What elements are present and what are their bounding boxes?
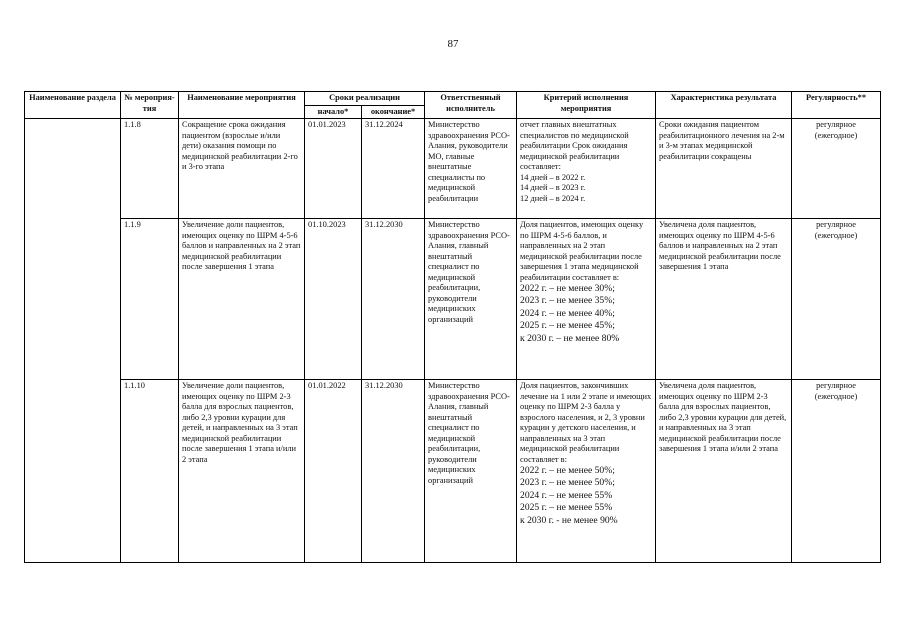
measures-table xyxy=(24,91,881,563)
criterion-value: 2025 г. – не менее 55% xyxy=(520,502,613,514)
criterion-value: 2022 г. – не менее 50%; xyxy=(520,465,615,476)
criterion-value: 2023 г. – не менее 50%; xyxy=(520,477,615,489)
row-start: 01.01.2023 xyxy=(305,119,362,219)
row-executor: Министерство здравоохранения РСО-Алания, главный внештатный специалист по медицинской реабилитации, руководители медицинских организаций xyxy=(425,380,517,563)
row-end: 31.12.2030 xyxy=(362,380,425,563)
criterion-value: 2023 г. – не менее 35%; xyxy=(520,295,615,307)
row-regularity: регулярное (ежегодное) xyxy=(792,219,881,380)
row-name: Увеличение доли пациентов, имеющих оценку по ШРМ 4-5-6 баллов и направленных на 2 этап медицинской реабилитации после завершения 1 этапа xyxy=(179,219,305,380)
header-end: окончание* xyxy=(362,105,425,119)
header-section: Наименование раздела xyxy=(25,92,121,119)
row-name: Увеличение доли пациентов, имеющих оценку по ШРМ 2-3 балла для взрослых пациентов, либо 2,3 уровни курации для детей, и направленных на 3 этап медицинской реабилитации после завершения 1 этапа и/или 2 этапа xyxy=(179,380,305,563)
table-row xyxy=(25,119,881,219)
criterion-value: 12 дней – в 2024 г. xyxy=(520,193,586,203)
criterion-intro: Доля пациентов, закончивших лечение на 1 или 2 этапе и имеющих оценку по ШРМ 2-3 балла у взрослого населения, и 2, 3 уровни курации у детского населения, и направленных на 3 этап медицинской реабилитации составляет в: xyxy=(520,381,652,464)
criterion-value: к 2030 г. – не менее 80% xyxy=(520,332,620,344)
row-end: 31.12.2024 xyxy=(362,119,425,219)
section-cell xyxy=(25,119,121,563)
row-regularity: регулярное (ежегодное) xyxy=(792,380,881,563)
row-executor: Министерство здравоохранения РСО-Алания, главный внештатный специалист по медицинской реабилитации, руководители медицинских организаций xyxy=(425,219,517,380)
header-number: № мероприя-тия xyxy=(121,92,179,119)
row-number: 1.1.10 xyxy=(121,380,179,563)
row-name: Сокращение срока ожидания пациентом (взрослые и/или дети) оказания помощи по медицинской реабилитации 2-го и 3-го этапа xyxy=(179,119,305,219)
table-row xyxy=(25,380,881,563)
criterion-value: 2025 г. – не менее 45%; xyxy=(520,320,615,332)
criterion-value: к 2030 г. - не менее 90% xyxy=(520,514,618,526)
criterion-intro: Доля пациентов, имеющих оценку по ШРМ 4-5-6 баллов, и направленных на 2 этап медицинской реабилитации после завершения 1 этапа медицинской реабилитации составляет в: xyxy=(520,220,644,282)
criterion-value: 2022 г. – не менее 30%; xyxy=(520,283,615,294)
criterion-value: 14 дней – в 2023 г. xyxy=(520,183,586,192)
page-number: 87 xyxy=(447,38,459,50)
row-criterion xyxy=(517,119,656,219)
header-terms: Сроки реализации xyxy=(305,92,425,106)
row-result: Сроки ожидания пациентом реабилитационного лечения на 2-м и 3-м этапах медицинской реабилитации сокращены xyxy=(656,119,792,219)
row-result: Увеличена доля пациентов, имеющих оценку по ШРМ 2-3 балла для взрослых пациентов, либо 2,3 уровни курации для детей, и направленных на 3 этап медицинской реабилитации после завершения 1 этапа и/или 2 этапа xyxy=(656,380,792,563)
header-result: Характеристика результата xyxy=(656,92,792,119)
criterion-value: 2024 г. – не менее 40%; xyxy=(520,307,615,319)
row-start: 01.10.2023 xyxy=(305,219,362,380)
row-start: 01.01.2022 xyxy=(305,380,362,563)
row-end: 31.12.2030 xyxy=(362,219,425,380)
criterion-intro: отчет главных внештатных специалистов по медицинской реабилитации Срок ожидания медицинской реабилитации составляет: xyxy=(520,120,629,171)
row-result: Увеличена доля пациентов, имеющих оценку по ШРМ 4-5-6 баллов и направленных на 2 этап медицинской реабилитации после завершения 1 этапа xyxy=(656,219,792,380)
criterion-value: 2024 г. – не менее 55% xyxy=(520,489,613,501)
header-regularity: Регулярность** xyxy=(792,92,881,119)
row-regularity: регулярное (ежегодное) xyxy=(792,119,881,219)
table-row xyxy=(25,219,881,380)
row-executor: Министерство здравоохранения РСО-Алания, руководители МО, главные внештатные специалисты по медицинской реабилитации xyxy=(425,119,517,219)
criterion-value: 14 дней – в 2022 г. xyxy=(520,172,586,182)
header-start: начало* xyxy=(305,105,362,119)
row-number: 1.1.8 xyxy=(121,119,179,219)
header-criterion: Критерий исполнения мероприятия xyxy=(517,92,656,119)
header-name: Наименование мероприятия xyxy=(179,92,305,119)
row-criterion xyxy=(517,219,656,380)
row-number: 1.1.9 xyxy=(121,219,179,380)
header-executor: Ответственный исполнитель xyxy=(425,92,517,119)
row-criterion xyxy=(517,380,656,563)
